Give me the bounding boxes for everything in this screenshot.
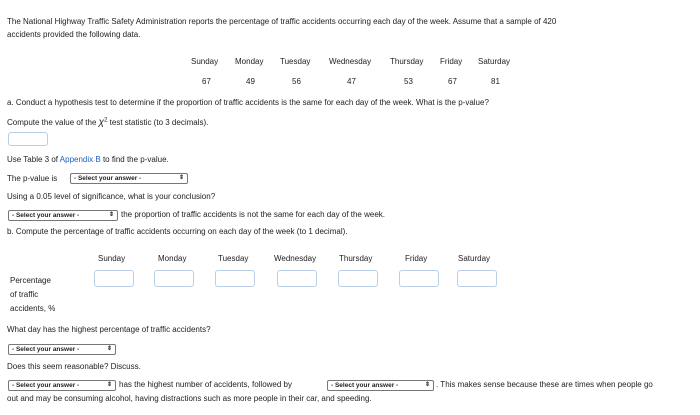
use-table-prefix: Use Table 3 of [7,155,58,164]
data-table-count-sunday: 67 [202,77,211,86]
use-table-suffix: to find the p-value. [102,155,169,164]
chi-square-input[interactable] [8,132,48,146]
discuss-line2: out and may be consuming alcohol, having distractions such as more people in their car, and speeding. [7,394,372,403]
chi-square-prompt [7,117,208,128]
pct-input-tuesday[interactable] [215,270,255,287]
pct-header-thursday: Thursday [339,254,373,263]
discuss-select-1[interactable] [8,380,116,391]
pct-header-saturday: Saturday [458,254,491,263]
use-table-text [7,155,169,164]
select-arrow-icon: ⇕ [108,212,114,218]
conclusion-suffix: the proportion of traffic accidents is not the same for each day of the week. [121,210,385,219]
pct-header-monday: Monday [158,254,187,263]
select-arrow-icon: ⇕ [424,382,430,388]
data-table-header-sunday: Sunday [191,57,219,66]
significance-suffix: level of significance, what is your conclusion? [54,192,216,201]
highest-day-select[interactable] [8,344,116,355]
intro-text-line1: The National Highway Traffic Safety Administration reports the percentage of traffic accidents occurring each day of the week. Assume that a sample of 420 [7,17,557,26]
data-table-header-tuesday: Tuesday [280,57,311,66]
pct-input-friday[interactable] [399,270,439,287]
pvalue-prefix: The p-value is [7,174,58,183]
select-arrow-icon: ⇕ [106,346,112,352]
data-table-header-thursday: Thursday [390,57,424,66]
pct-input-thursday[interactable] [338,270,378,287]
chi-prompt-suffix: test statistic (to 3 decimals). [109,118,209,127]
pct-row-label-3: accidents, % [10,304,56,313]
significance-level: 0.05 [36,192,52,201]
pct-header-sunday: Sunday [98,254,126,263]
data-table-header-monday: Monday [235,57,264,66]
significance-text [7,192,215,201]
select-arrow-icon: ⇕ [178,175,184,181]
discuss-tail-text: . This makes sense because these are times when people go [436,380,653,389]
pct-header-tuesday: Tuesday [218,254,249,263]
data-table-count-saturday: 81 [491,77,500,86]
conclusion-select[interactable] [8,210,118,221]
intro-text-line2: accidents provided the following data. [7,30,141,39]
part-a-question: a. Conduct a hypothesis test to determine if the proportion of traffic accidents is the same for each day of the week. What is the p-value? [7,98,489,107]
pvalue-select[interactable] [70,173,188,184]
significance-prefix: Using a [7,192,35,201]
data-table-header-saturday: Saturday [478,57,511,66]
conclusion-select-label: - Select your answer - [12,212,80,219]
data-table-count-monday: 49 [246,77,255,86]
pct-header-wednesday: Wednesday [274,254,317,263]
chi-symbol: χ [98,117,105,128]
pct-header-friday: Friday [405,254,428,263]
highest-day-select-label: - Select your answer - [12,346,80,353]
discuss-select-1-label: - Select your answer - [12,382,80,389]
pct-row-label-1: Percentage [10,276,51,285]
pct-input-saturday[interactable] [457,270,497,287]
chi-prompt-prefix: Compute the value of the [7,118,97,127]
part-b-question: b. Compute the percentage of traffic accidents occurring on each day of the week (to 1 decimal). [7,227,348,236]
chi-exponent: 2 [104,117,108,124]
pct-input-wednesday[interactable] [277,270,317,287]
data-table-header-wednesday: Wednesday [329,57,372,66]
pct-row-label-2: of traffic [10,290,39,299]
reasonable-question: Does this seem reasonable? Discuss. [7,362,141,371]
pvalue-select-label: - Select your answer - [74,175,142,182]
discuss-select-2[interactable] [327,380,434,391]
select-arrow-icon: ⇕ [106,382,112,388]
data-table-count-thursday: 53 [404,77,413,86]
pct-input-monday[interactable] [154,270,194,287]
data-table-count-friday: 67 [448,77,457,86]
discuss-select-2-label: - Select your answer - [331,382,399,389]
appendix-b-link[interactable]: Appendix B [59,155,101,164]
data-table-header-friday: Friday [440,57,463,66]
highest-question: What day has the highest percentage of traffic accidents? [7,325,211,334]
data-table-count-tuesday: 56 [292,77,301,86]
data-table-count-wednesday: 47 [347,77,356,86]
pct-input-sunday[interactable] [94,270,134,287]
discuss-mid-text: has the highest number of accidents, followed by [119,380,292,389]
